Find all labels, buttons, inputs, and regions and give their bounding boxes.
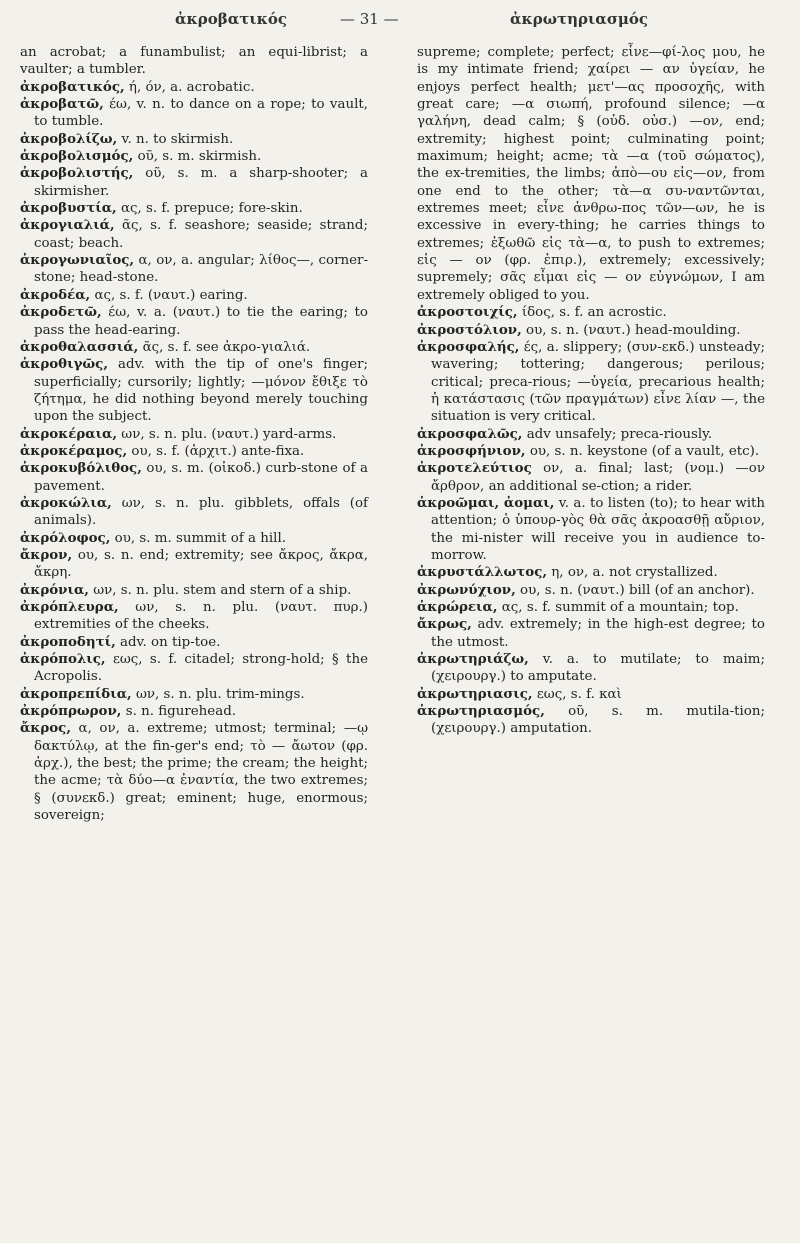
dictionary-entry: [417, 703, 765, 738]
entry-definition: v. a. to listen (to); to hear with attention; ὁ ὑπουρ-γὸς θὰ σᾶς ἀκροασθῇ αὔριον, the mi-nister will receive you in audience to-morrow.: [431, 495, 766, 563]
entry-headword: ἄκρως,: [417, 616, 472, 633]
entry-headword: ἀκροκέραμος,: [20, 442, 128, 459]
dictionary-entry: [20, 200, 368, 217]
dictionary-entry: [20, 286, 368, 304]
entry-definition: ου, s. n. (ναυτ.) head-moulding.: [526, 322, 741, 338]
dictionary-entry: [20, 529, 368, 547]
entry-headword: ἀκρογωνιαῖος,: [20, 252, 135, 269]
entry-definition: έω, v. a. (ναυτ.) to tie the earing; to pass the head-earing.: [34, 305, 368, 338]
entry-headword: ἄκρος,: [20, 720, 71, 737]
entry-headword: ἀκροβατικός,: [20, 78, 125, 95]
entry-headword: ἀκροβυστία,: [20, 200, 117, 217]
entry-headword: ἀκροδέα,: [20, 286, 91, 303]
entry-headword: ἀκροβολισμός,: [20, 148, 134, 165]
entry-definition: εως, s. f. citadel; strong-hold; § the Acropolis.: [34, 652, 368, 685]
dictionary-entry: [417, 564, 765, 581]
entry-definition: έω, v. n. to dance on a rope; to vault, to tumble.: [34, 97, 368, 130]
entry-definition: ον, a. final; last; (νομ.) —ον ἄρθρον, an additional se-ction; a rider.: [431, 461, 765, 494]
entry-definition: α, ον, a. extreme; utmost; terminal; —ῳ δακτύλῳ, at the fin-ger's end; τὸ — ἄωτον (φρ. ἀρχ.), the best; the prime; the cream; the height; the acme; τὰ δύο—α ἐναντία, the two extremes; § (συνεκδ.) great; eminent; huge, enormous; sovereign;: [34, 721, 369, 824]
dictionary-entry: [20, 130, 368, 148]
dictionary-entry: [20, 425, 368, 443]
entry-definition: η, ον, a. not crystallized.: [551, 565, 718, 581]
entry-headword: ἀκρωνύχιον,: [417, 581, 516, 598]
entry-definition: supreme; complete; perfect; εἶνε—φί-λος μου, he is my intimate friend; χαίρει — αν ὑγείαν, he enjoys perfect health; μετ'—ας προσοχῆς, with great care; —α σιωπή, profound silence; —α γαλήνη, dead calm; § (οὐδ. οὐσ.) —ον, end; extremity; highest point; culminating point; maximum; height; acme; τὰ —α (τοῦ σώματος), the ex-tremities, the limbs; ἀπὸ—ου εἰς—ον, from one end to the other; τὰ—α συ-ναντῶνται, extremes meet; εἶνε ἀνθρω-πος τῶν—ων, he is excessive in every-thing; he carries things to extremes; ἐξωθῶ εἰς τὰ—α, to push to extremes; εἰς — ον (φρ. ἐπιρ.), extremely; excessively; supremely; σᾶς εἶμαι εἰς — ον εὐγνώμων, I am extremely obliged to you.: [417, 45, 765, 303]
entry-headword: ἀκρόνια,: [20, 581, 89, 598]
entry-definition: ᾶς, s. f. see ἀκρο-γιαλιά.: [142, 339, 311, 355]
entry-definition: ου, s. n. (ναυτ.) bill (of an anchor).: [520, 582, 755, 598]
entry-headword: ἀκροπρεπίδια,: [20, 685, 132, 702]
dictionary-entry: [20, 217, 368, 252]
entry-headword: ἀκροκώλια,: [20, 494, 112, 511]
entry-headword: ἀκροδετῶ,: [20, 304, 102, 321]
entry-definition: ας, s. f. summit of a mountain; top.: [501, 600, 739, 615]
entry-definition: an acrobat; a funambulist; an equi-librist; a vaulter; a tumbler.: [20, 45, 368, 78]
entry-headword: ἀκρωτηριασις,: [417, 685, 533, 702]
dictionary-entry: [20, 651, 368, 686]
entry-definition: ων, s. n. plu. trim-mings.: [135, 686, 305, 702]
entry-headword: ἀκροσφαλής,: [417, 338, 520, 355]
header-first-word: ἀκροβατικός: [175, 10, 288, 28]
entry-definition: ου, s. m. summit of a hill.: [114, 530, 287, 546]
entry-definition: v. a. to mutilate; to maim; (χειρουργ.) to amputate.: [431, 652, 765, 685]
dictionary-entry: [20, 78, 368, 96]
dictionary-entry: [20, 252, 368, 287]
dictionary-entry: [417, 321, 765, 339]
dictionary-entry: [20, 720, 369, 824]
entry-definition: ου, s. n. end; extremity; see ἄκρος, ἄκρα, ἄκρη.: [34, 547, 368, 581]
dictionary-entry: [417, 425, 765, 443]
entry-headword: ἀκρογιαλιά,: [20, 217, 115, 234]
entry-definition: ων, s. n. plu. (ναυτ. πυρ.) extremities of the cheeks.: [34, 600, 368, 633]
right-column: [417, 44, 765, 738]
entry-headword: ἀκροκυβόλιθος,: [20, 460, 142, 477]
dictionary-entry: [417, 494, 766, 564]
entry-headword: ἀκρόπρωρον,: [20, 703, 122, 720]
dictionary-entry: [417, 44, 765, 304]
entry-definition: s. n. figurehead.: [125, 704, 237, 720]
entry-definition: ων, s. n. plu. gibblets, offals (of animals).: [34, 495, 368, 529]
dictionary-entry: [20, 703, 368, 720]
entry-headword: ἄκρον,: [20, 546, 73, 563]
dictionary-entry: [417, 651, 765, 686]
left-column: [20, 44, 368, 824]
dictionary-entry: [20, 442, 368, 460]
entry-definition: ας, s. f. prepuce; fore-skin.: [120, 201, 303, 217]
dictionary-entry: [20, 96, 368, 131]
entry-headword: ἀκροβατῶ,: [20, 96, 104, 113]
entry-definition: ου, s. n. keystone (of a vault, etc).: [529, 443, 760, 459]
dictionary-entry: [20, 460, 368, 495]
entry-headword: ἀκροῶμαι, ἀομαι,: [417, 494, 555, 511]
header-last-word: ἀκρωτηριασμός: [510, 10, 648, 28]
dictionary-entry: [417, 338, 765, 426]
dictionary-entry: [20, 356, 368, 425]
dictionary-entry: [20, 685, 368, 703]
entry-definition: adv. with the tip of one's finger; superficially; cursorily; lightly; —μόνον ἔθιξε τὸ ζήτημα, he did nothing beyond merely touching upon the subject.: [34, 357, 368, 425]
dictionary-entry: [20, 338, 368, 356]
entry-definition: ου, s. m. (οἰκοδ.) curb-stone of a pavement.: [34, 461, 368, 494]
dictionary-entry: [417, 685, 765, 703]
entry-headword: ἀκροτελεύτιος: [417, 460, 532, 477]
entry-headword: ἀκροθιγῶς,: [20, 356, 108, 373]
dictionary-entry: [20, 546, 368, 582]
entry-definition: οῦ, s. m. a sharp-shooter; a skirmisher.: [34, 166, 369, 199]
dictionary-entry: [417, 599, 765, 616]
entry-headword: ἀκροστόλιον,: [417, 321, 522, 338]
entry-headword: ἀκρώρεια,: [417, 599, 498, 615]
page-header: [0, 10, 800, 32]
entry-headword: ἀκροσφήνιον,: [417, 442, 526, 459]
dictionary-entry: [20, 44, 368, 79]
entry-definition: ή, όν, a. acrobatic.: [128, 79, 255, 95]
entry-definition: οῦ, s. m. mutila-tion; (χειρουργ.) amputation.: [431, 704, 765, 737]
dictionary-entry: [417, 442, 765, 460]
entry-headword: ἀκροσφαλῶς,: [417, 425, 523, 442]
entry-headword: ἀκροβολιστής,: [20, 165, 134, 182]
entry-headword: ἀκρόπλευρα,: [20, 599, 119, 615]
entry-definition: adv. on tip-toe.: [120, 634, 221, 650]
entry-definition: οῦ, s. m. skirmish.: [137, 149, 262, 165]
entry-headword: ἀκρόλοφος,: [20, 529, 111, 546]
dictionary-entry: [20, 148, 368, 165]
entry-headword: ἀκρυστάλλωτος,: [417, 564, 548, 581]
entry-definition: ές, a. slippery; (συν-εκδ.) unsteady; wavering; tottering; dangerous; perilous; critical; preca-rious; —ὑγεία, precarious health; ἡ κατάστασις (τῶν πραγμάτων) εἶνε λίαν —, the situation is very critical.: [431, 339, 765, 425]
entry-definition: ου, s. f. (ἀρχιτ.) ante-fixa.: [131, 443, 305, 459]
entry-headword: ἀκροκέραια,: [20, 425, 118, 442]
dictionary-entry: [417, 616, 765, 651]
entry-definition: α, ον, a. angular; λίθος—, corner-stone; head-stone.: [34, 253, 368, 286]
entry-definition: ων, s. n. plu. stem and stern of a ship.: [93, 582, 352, 598]
dictionary-entry: [20, 599, 368, 634]
entry-definition: ας, s. f. (ναυτ.) earing.: [94, 287, 248, 303]
entry-headword: ἀκροβολίζω,: [20, 130, 118, 147]
entry-headword: ἀκρωτηριάζω,: [417, 651, 529, 668]
entry-headword: ἀκροθαλασσιά,: [20, 338, 139, 355]
entry-definition: ων, s. n. plu. (ναυτ.) yard-arms.: [121, 426, 337, 442]
entry-headword: ἀκρωτηριασμός,: [417, 703, 545, 720]
dictionary-entry: [417, 581, 765, 599]
page-number: — 31 —: [340, 10, 399, 28]
dictionary-entry: [20, 633, 368, 651]
entry-definition: ίδος, s. f. an acrostic.: [521, 305, 667, 321]
dictionary-entry: [20, 165, 369, 200]
dictionary-entry: [417, 304, 765, 321]
entry-definition: adv. extremely; in the high-est degree; to the utmost.: [431, 617, 765, 650]
entry-headword: ἀκροποδητί,: [20, 633, 116, 650]
entry-definition: εως, s. f. καὶ: [536, 686, 622, 702]
dictionary-entry: [20, 304, 368, 339]
dictionary-entry: [20, 581, 368, 599]
entry-headword: ἀκρόπολις,: [20, 651, 106, 668]
entry-definition: v. n. to skirmish.: [121, 131, 234, 147]
dictionary-entry: [20, 494, 368, 530]
entry-definition: adv unsafely; preca-riously.: [526, 426, 713, 442]
entry-headword: ἀκροστοιχίς,: [417, 304, 518, 321]
entry-definition: ᾶς, s. f. seashore; seaside; strand; coast; beach.: [34, 218, 368, 251]
dictionary-entry: [417, 460, 765, 495]
